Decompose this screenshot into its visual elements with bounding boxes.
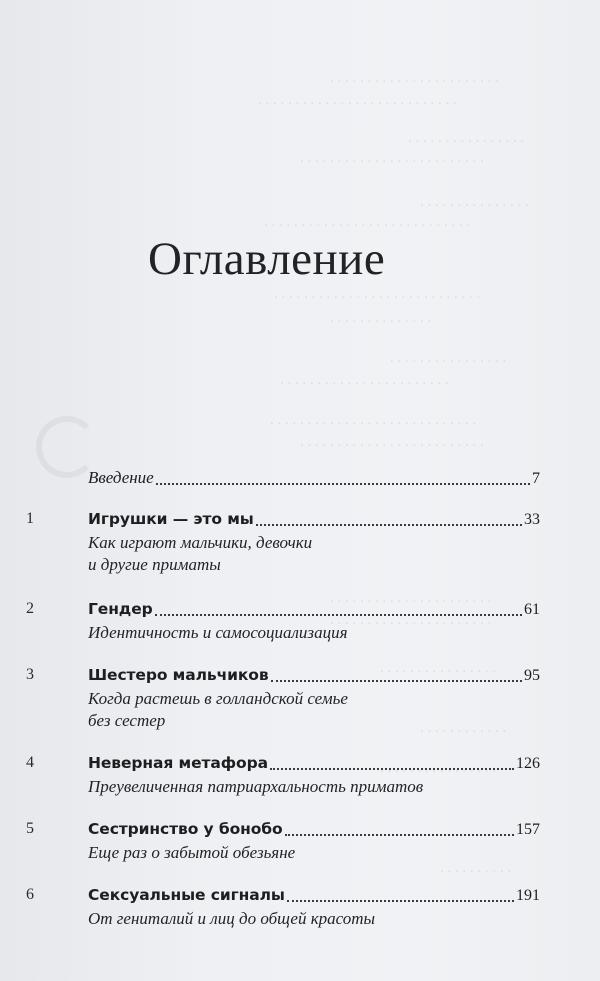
chapter-title: Игрушки — это мы — [88, 510, 254, 528]
toc-intro[interactable] — [88, 468, 540, 488]
chapter-page: 95 — [524, 667, 540, 684]
chapter-title: Гендер — [88, 600, 153, 618]
chapter-title: Сестринство у бонобо — [88, 820, 283, 838]
chapter-title: Неверная метафора — [88, 754, 268, 772]
dot-leader — [287, 899, 514, 902]
toc-chapter-2[interactable] — [88, 600, 540, 619]
chapter-subtitle-line: Когда растешь в голландской семье — [88, 689, 348, 708]
chapter-number: 4 — [26, 754, 34, 771]
chapter-subtitle-line: Идентичность и самосоциализация — [88, 623, 348, 642]
chapter-number: 5 — [26, 820, 34, 837]
toc-chapter-1[interactable] — [88, 510, 540, 529]
chapter-subtitle — [88, 688, 528, 732]
chapter-subtitle-line: От гениталий и лиц до общей красоты — [88, 909, 376, 928]
chapter-number: 1 — [26, 510, 34, 527]
toc-chapter-3[interactable] — [88, 666, 540, 685]
chapter-subtitle — [88, 842, 528, 864]
dot-leader — [270, 767, 514, 770]
chapter-subtitle-line: без сестер — [88, 711, 166, 730]
chapter-subtitle-line: Еще раз о забытой обезьяне — [88, 843, 296, 862]
toc-chapter-5[interactable] — [88, 820, 540, 839]
chapter-number: 3 — [26, 666, 34, 683]
chapter-page: 126 — [516, 755, 540, 772]
chapter-page: 157 — [516, 821, 540, 838]
chapter-number: 6 — [26, 886, 34, 903]
dot-leader — [256, 523, 522, 526]
page-title: Оглавление — [148, 233, 386, 285]
toc-intro-label: Введение — [88, 468, 154, 487]
toc-chapter-6[interactable] — [88, 886, 540, 905]
chapter-subtitle — [88, 622, 528, 644]
dot-leader — [285, 833, 514, 836]
chapter-page: 33 — [524, 511, 540, 528]
dot-leader — [271, 679, 522, 682]
dot-leader — [156, 482, 530, 485]
chapter-page: 191 — [516, 887, 540, 904]
chapter-title: Сексуальные сигналы — [88, 886, 285, 904]
chapter-subtitle — [88, 532, 528, 576]
chapter-number: 2 — [26, 600, 34, 617]
dot-leader — [155, 613, 522, 616]
chapter-subtitle-line: Преувеличенная патриархальность приматов — [88, 777, 424, 796]
chapter-title: Шестеро мальчиков — [88, 666, 269, 684]
chapter-subtitle-line: и другие приматы — [88, 555, 221, 574]
toc-intro-page: 7 — [532, 470, 540, 487]
chapter-subtitle — [88, 776, 528, 798]
chapter-page: 61 — [524, 601, 540, 618]
chapter-subtitle-line: Как играют мальчики, девочки — [88, 533, 313, 552]
toc-chapter-4[interactable] — [88, 754, 540, 773]
bleed-through-text: . . . . . . . . . . . . . . . . . . . . . . . . . . . . . . . . . . . . . . . . . . . . . . . . . . . . . . . . . . . . . . . . . . . . . . . . . . . . . . . . . . . . . . . . . . . . . . . . . . . . . . . . . . . . . . . . . . . . . . . . . . . . . . . . . . . . . . . . . . . . . . . . . . . . . . . . . . . . . . . . . . . . . . . . . . . . . . . . . . . . . . . . . . . . . . . . . . . . . . . . . . . . . . . . . . . . . . . . . . . . . . . . . . . . . . . . . . . . . . . . . . . . . . . . . . . . . . . . . . . . . . . . . . . . . . . . . . . . . . . . . . . . . . . . . . . . . . . . . . . . . . . . . . . . . . . . . . . . . . . . . . . . . . . . . . . . . . . . . . . . . . . . . . . . . . . . . . . . . . . . . . . . . . — [258, 70, 529, 876]
chapter-subtitle — [88, 908, 528, 930]
